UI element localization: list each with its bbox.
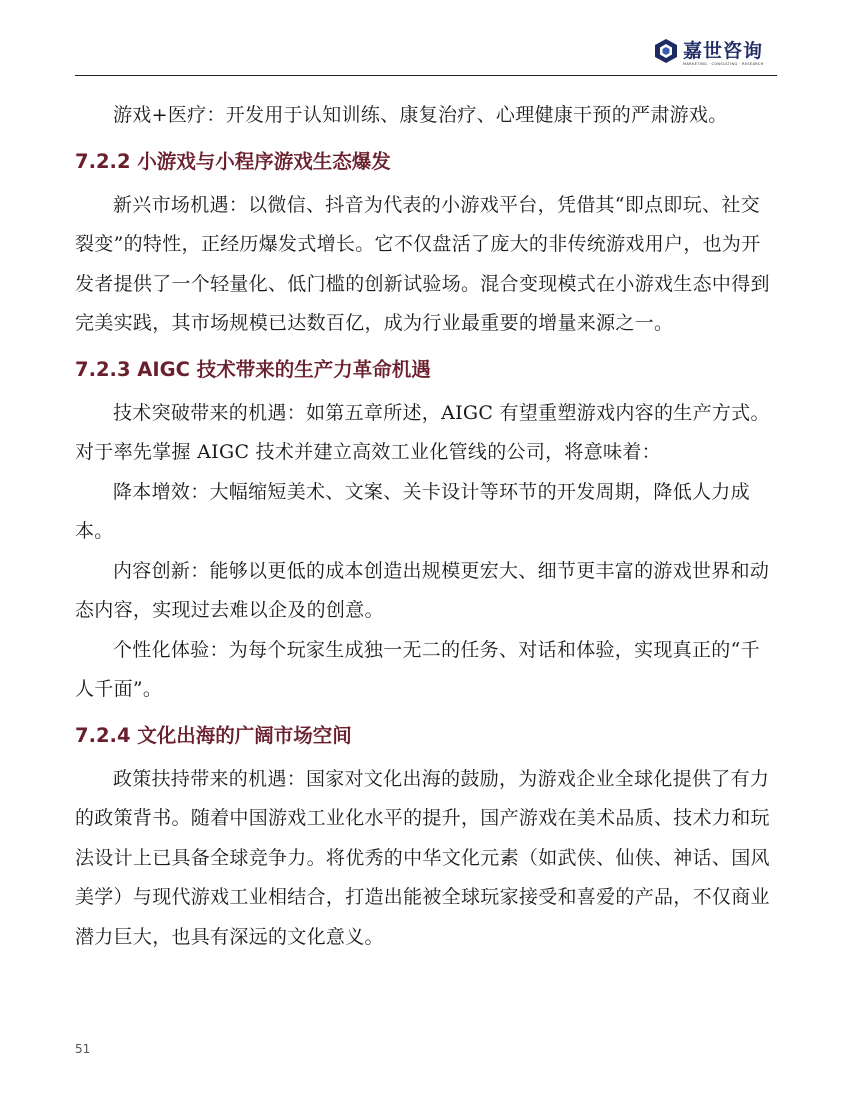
logo-name: 嘉世咨询 (683, 40, 764, 62)
section-heading-7-2-2: 7.2.2 小游戏与小程序游戏生态爆发 (75, 149, 391, 173)
paragraph-7-2-3-1: 技术突破带来的机遇：如第五章所述，AIGC 有望重塑游戏内容的生产方式。对于率先掌握 AIGC 技术并建立高效工业化管线的公司，将意味着： (75, 401, 770, 463)
paragraph-7-2-3-3: 内容创新：能够以更低的成本创造出规模更宏大、细节更丰富的游戏世界和动态内容，实现过去难以企及的创意。 (75, 559, 770, 621)
header-divider (75, 75, 777, 76)
section-heading-7-2-4: 7.2.4 文化出海的广阔市场空间 (75, 723, 352, 747)
paragraph-7-2-4-1: 政策扶持带来的机遇：国家对文化出海的鼓励，为游戏企业全球化提供了有力的政策背书。随着中国游戏工业化水平的提升，国产游戏在美术品质、技术力和玩法设计上已具备全球竞争力。将优秀的中华文化元素（如武侠、仙侠、神话、国风美学）与现代游戏工业相结合，打造出能被全球玩家接受和喜爱的产品，不仅商业潜力巨大，也具有深远的文化意义。 (75, 767, 770, 948)
intro-paragraph: 游戏+医疗：开发用于认知训练、康复治疗、心理健康干预的严肃游戏。 (113, 104, 728, 126)
paragraph-7-2-2-1: 新兴市场机遇：以微信、抖音为代表的小游戏平台，凭借其“即点即玩、社交裂变”的特性，正经历爆发式增长。它不仅盘活了庞大的非传统游戏用户，也为开发者提供了一个轻量化、低门槛的创新试验场。混合变现模式在小游戏生态中得到完美实践，其市场规模已达数百亿，成为行业最重要的增量来源之一。 (75, 193, 770, 334)
page-number: 51 (75, 1042, 91, 1056)
page-header (75, 30, 775, 76)
paragraph-7-2-3-4: 个性化体验：为每个玩家生成独一无二的任务、对话和体验，实现真正的“千人千面”。 (75, 638, 760, 700)
paragraph-7-2-3-2: 降本增效：大幅缩短美术、文案、关卡设计等环节的开发周期，降低人力成本。 (75, 480, 750, 542)
logo-mark-icon (653, 38, 679, 64)
logo-tagline: MARKETING · CONSULTING · RESEARCH (683, 62, 764, 66)
section-heading-7-2-3: 7.2.3 AIGC 技术带来的生产力革命机遇 (75, 357, 431, 381)
company-logo (653, 34, 775, 70)
document-body (75, 96, 775, 957)
